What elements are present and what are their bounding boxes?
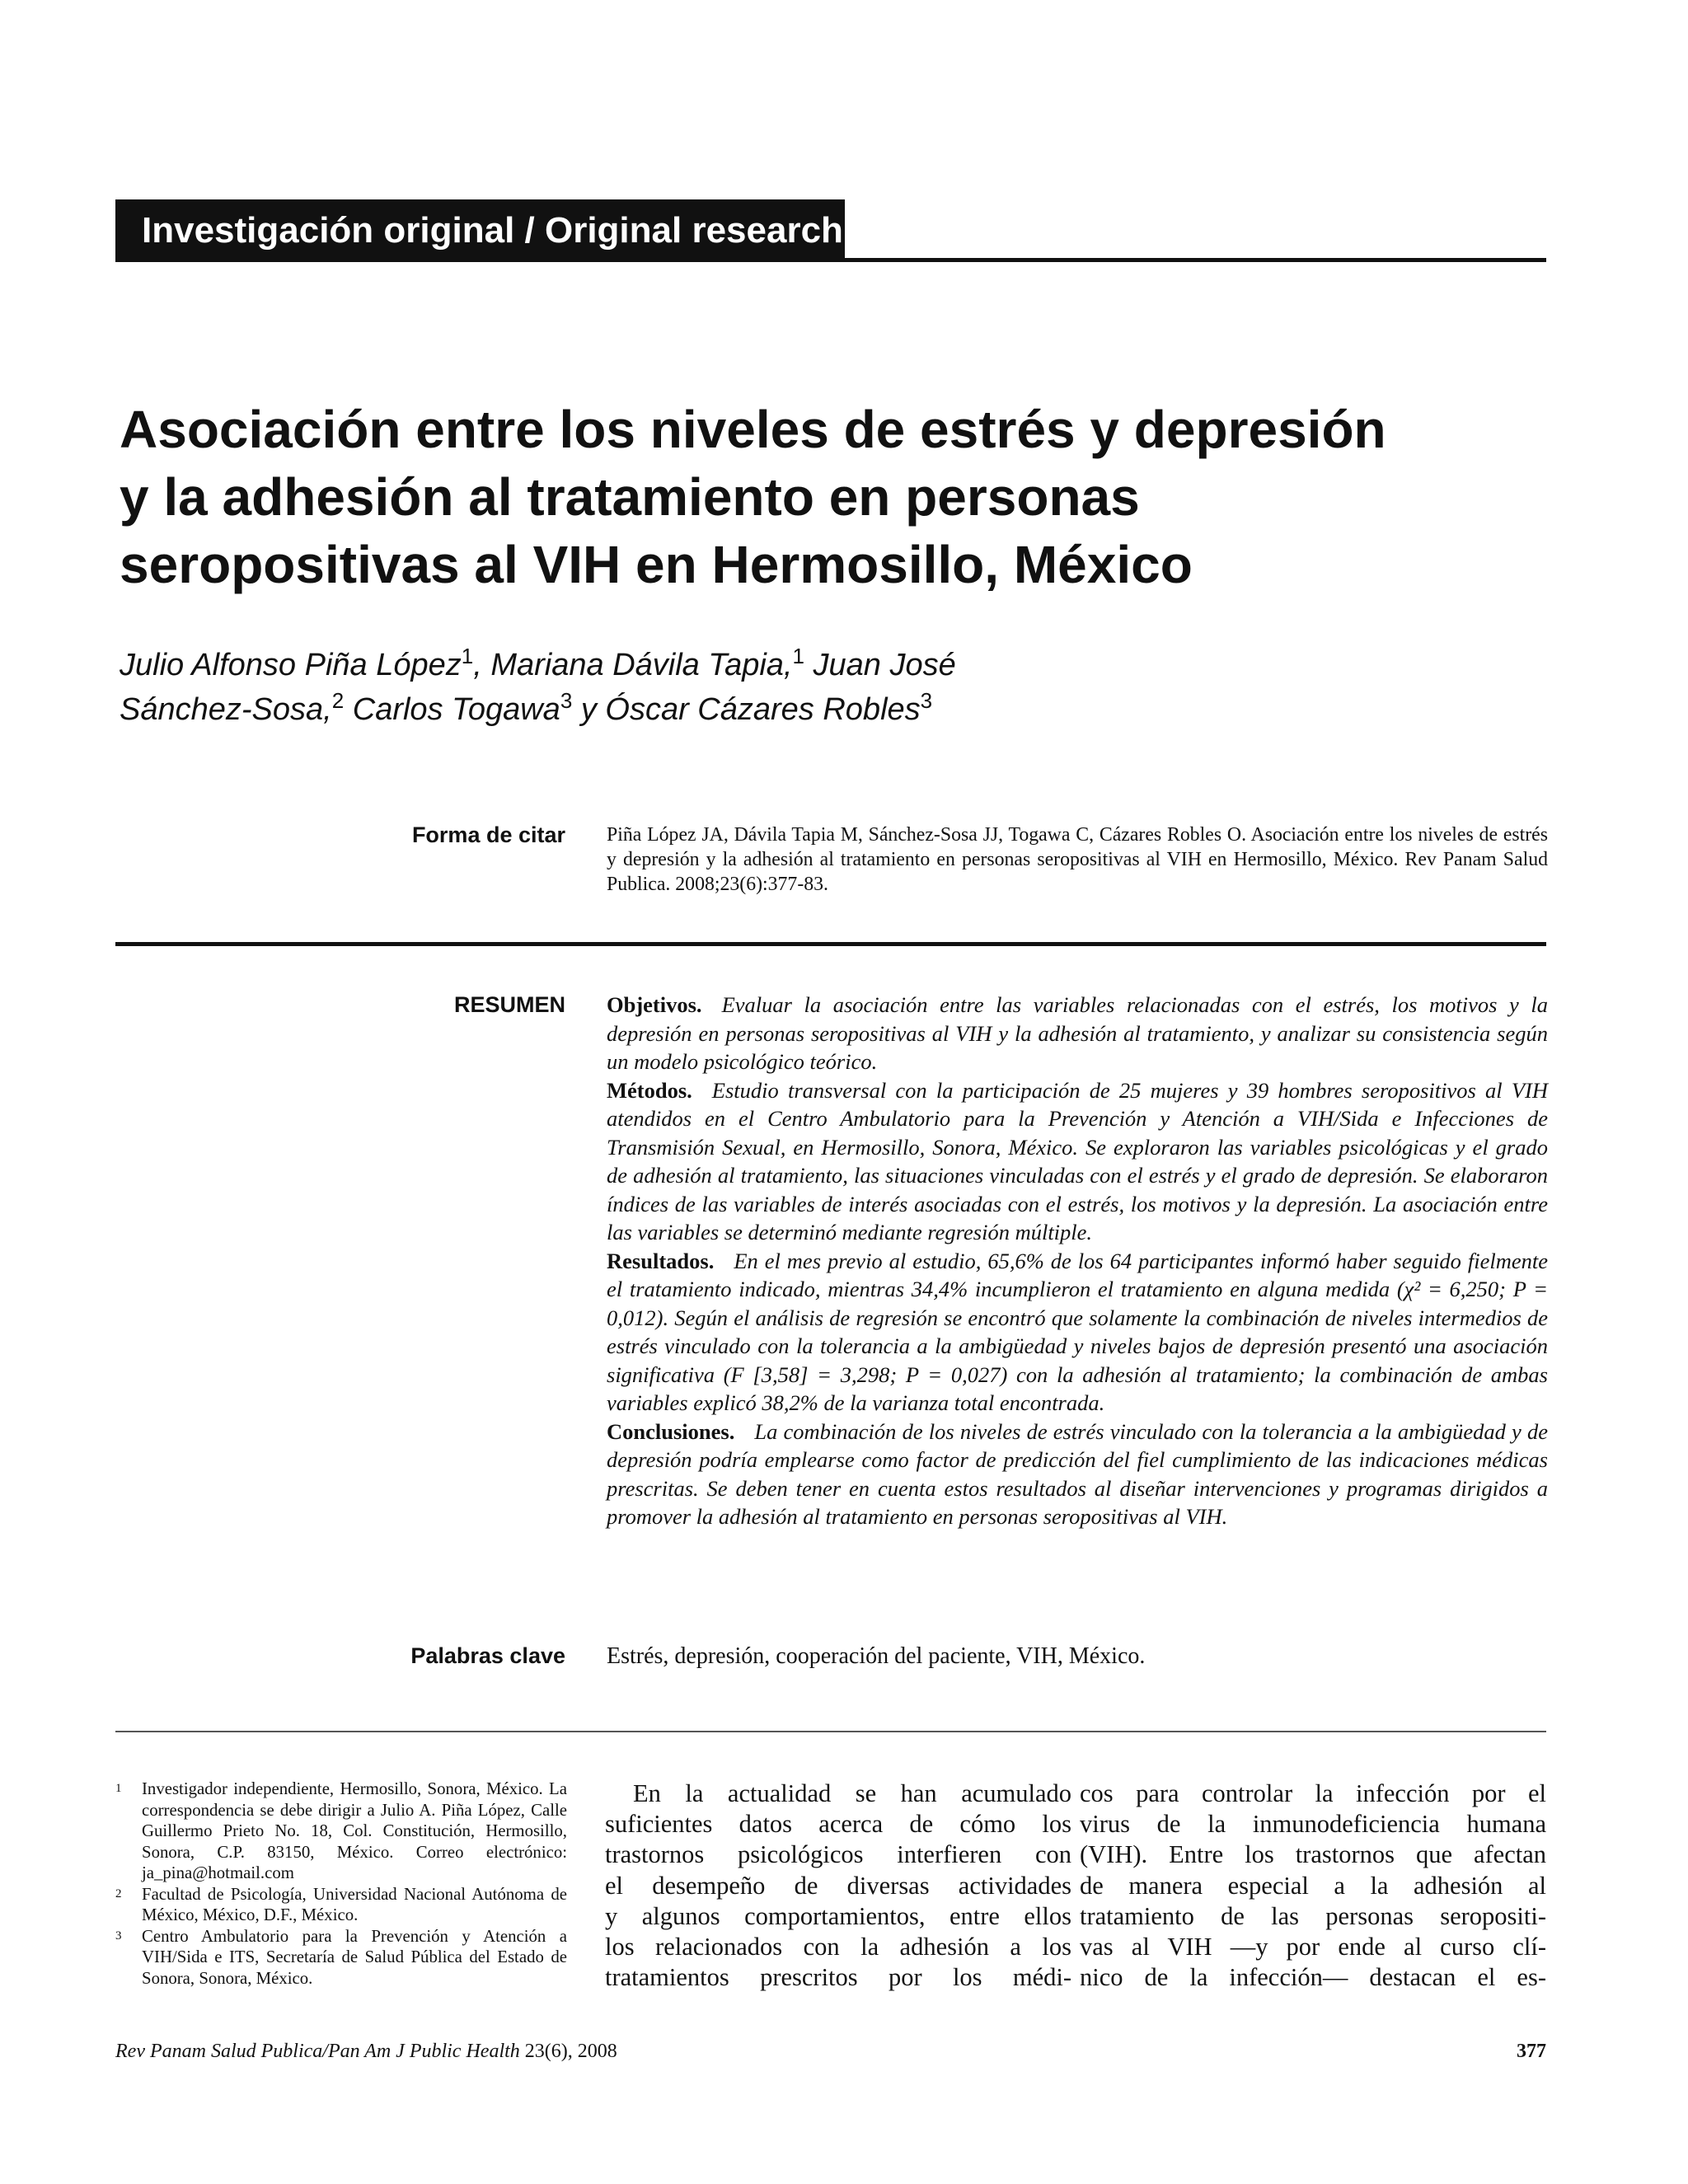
body-line: tratamientos prescritos por los médi- <box>605 1963 1071 1992</box>
footnote <box>115 1884 567 1926</box>
affiliation-mark: 1 <box>792 644 804 668</box>
title-line: Asociación entre los niveles de estrés y depresión <box>120 400 1386 459</box>
footnote-number: 1 <box>115 1782 122 1795</box>
footnote-text: Facultad de Psicología, Universidad Nacional Autónoma de México, México, D.F., México. <box>142 1884 567 1924</box>
citation-text: Piña López JA, Dávila Tapia M, Sánchez-Sosa JJ, Togawa C, Cázares Robles O. Asociación entre los niveles de estrés y depresión y la adhesión al tratamiento en personas seropositivas al VIH en Hermosillo, México. Rev Panam Salud Publica. 2008;23(6):377-83. <box>607 824 1548 895</box>
abstract-section <box>607 1418 1548 1531</box>
running-footer <box>115 2041 617 2063</box>
body-line: virus de la inmunodeficiencia humana <box>1080 1810 1546 1839</box>
divider <box>115 942 1546 946</box>
abstract-section <box>607 1076 1548 1247</box>
divider <box>115 1731 1546 1732</box>
body-line: suficientes datos acerca de cómo los <box>605 1810 1071 1839</box>
author-name: y Óscar Cázares Robles <box>572 692 921 727</box>
keywords-label: Palabras clave <box>410 1643 565 1668</box>
abstract-section <box>607 1247 1548 1418</box>
affiliation-mark: 3 <box>560 688 573 713</box>
section-header-label: Investigación original / Original research <box>142 210 843 251</box>
author-line <box>120 687 1537 732</box>
article-title <box>120 396 1537 598</box>
abstract-section-label: Conclusiones. <box>607 1418 735 1444</box>
footnote-number: 2 <box>115 1886 122 1900</box>
footnote <box>115 1926 567 1990</box>
author-list <box>120 643 1537 732</box>
abstract-section-text: La combinación de los niveles de estrés vinculado con la tolerancia a la ambigüedad y de depresión podría emplearse como factor de predicción del fiel cumplimiento de las indicaciones médicas prescritas. Se deben tener en cuenta estos resultados al diseñar intervenciones y programas dirigidos a promover la adhesión al tratamiento en personas seropositivas al VIH. <box>607 1418 1548 1529</box>
body-column-1 <box>605 1779 1071 1993</box>
abstract-section-label: Resultados. <box>607 1248 715 1273</box>
body-line: de manera especial a la adhesión al <box>1080 1871 1546 1900</box>
footnote-number: 3 <box>115 1929 122 1943</box>
page-number: 377 <box>1517 2041 1546 2062</box>
abstract <box>607 991 1548 1531</box>
author-name: Carlos Togawa <box>344 692 560 727</box>
journal-name: Rev Panam Salud Publica/Pan Am J Public Health <box>115 2041 520 2062</box>
body-line: cos para controlar la infección por el <box>1080 1779 1546 1807</box>
author-name: Julio Alfonso Piña López <box>120 648 462 682</box>
title-line: y la adhesión al tratamiento en personas <box>120 467 1140 527</box>
abstract-section-text: Evaluar la asociación entre las variables relacionadas con el estrés, los motivos y la depresión en personas seropositivas al VIH y la adhesión al tratamiento, y analizar su consistencia según un modelo psicológico teórico. <box>607 992 1548 1074</box>
body-line: (VIH). Entre los trastornos que afectan <box>1080 1840 1546 1869</box>
affiliation-mark: 1 <box>461 644 474 668</box>
title-line: seropositivas al VIH en Hermosillo, México <box>120 535 1193 594</box>
journal-issue: 23(6), 2008 <box>524 2041 617 2062</box>
affiliation-mark: 2 <box>331 688 345 713</box>
abstract-section-text: En el mes previo al estudio, 65,6% de los 64 participantes informó haber seguido fielmente el tratamiento indicado, mientras 34,4% incumplieron el tratamiento en alguna medida (χ² = 6,250; P = 0,012). Según el análisis de regresión se encontró que solamente la combinación de niveles intermedios de estrés vinculado con la tolerancia a la ambigüedad y niveles bajos de depresión presentó una asociación significativa (F [3,58] = 3,298; P = 0,027) con la adhesión al tratamiento; la combinación de ambas variables explicó 38,2% de la varianza total encontrada. <box>607 1248 1548 1415</box>
author-name: Juan José <box>804 648 956 682</box>
body-line: nico de la infección— destacan el es- <box>1080 1963 1546 1992</box>
author-name: , Mariana Dávila Tapia, <box>473 648 793 682</box>
body-line: los relacionados con la adhesión a los <box>605 1933 1071 1961</box>
body-line: tratamiento de las personas seropositi- <box>1080 1901 1546 1930</box>
affiliation-mark: 3 <box>920 688 933 713</box>
body-column-2 <box>1080 1779 1546 1993</box>
footnote <box>115 1779 567 1884</box>
abstract-label: RESUMEN <box>453 992 565 1017</box>
author-name: Sánchez-Sosa, <box>120 692 332 727</box>
footnote-text: Centro Ambulatorio para la Prevención y Atención a VIH/Sida e ITS, Secretaría de Salud Pública del Estado de Sonora, Sonora, México. <box>142 1926 567 1988</box>
citation-label: Forma de citar <box>411 823 565 847</box>
body-line: vas al VIH —y por ende al curso clí- <box>1080 1933 1546 1961</box>
abstract-section <box>607 991 1548 1076</box>
footnotes <box>115 1779 567 1989</box>
keywords-text: Estrés, depresión, cooperación del paciente, VIH, México. <box>607 1643 1146 1669</box>
section-rule <box>115 258 1546 262</box>
abstract-section-label: Objetivos. <box>607 992 702 1017</box>
section-header <box>115 199 845 262</box>
abstract-section-text: Estudio transversal con la participación de 25 mujeres y 39 hombres seropositivos al VIH atendidos en el Centro Ambulatorio para la Prevención y Atención a VIH/Sida e Infecciones de Transmisión Sexual, en Hermosillo, Sonora, México. Se exploraron las variables psicológicas y el grado de adhesión al tratamiento, las situaciones vinculadas con el estrés y el grado de depresión. Se elaboraron índices de las variables de interés asociadas con el estrés, los motivos y la depresión. La asociación entre las variables se determinó mediante regresión múltiple. <box>607 1077 1548 1244</box>
author-line <box>120 643 1537 687</box>
abstract-section-label: Métodos. <box>607 1077 692 1103</box>
body-line: y algunos comportamientos, entre ellos <box>605 1901 1071 1930</box>
body-line: trastornos psicológicos interfieren con <box>605 1840 1071 1869</box>
body-line: el desempeño de diversas actividades <box>605 1871 1071 1900</box>
footnote-text: Investigador independiente, Hermosillo, Sonora, México. La correspondencia se debe dirigir a Julio A. Piña López, Calle Guillermo Prieto No. 18, Col. Constitución, Hermosillo, Sonora, C.P. 83150, México. Correo electrónico: ja_pina@hotmail.com <box>142 1779 567 1882</box>
body-line: En la actualidad se han acumulado <box>633 1779 1071 1807</box>
